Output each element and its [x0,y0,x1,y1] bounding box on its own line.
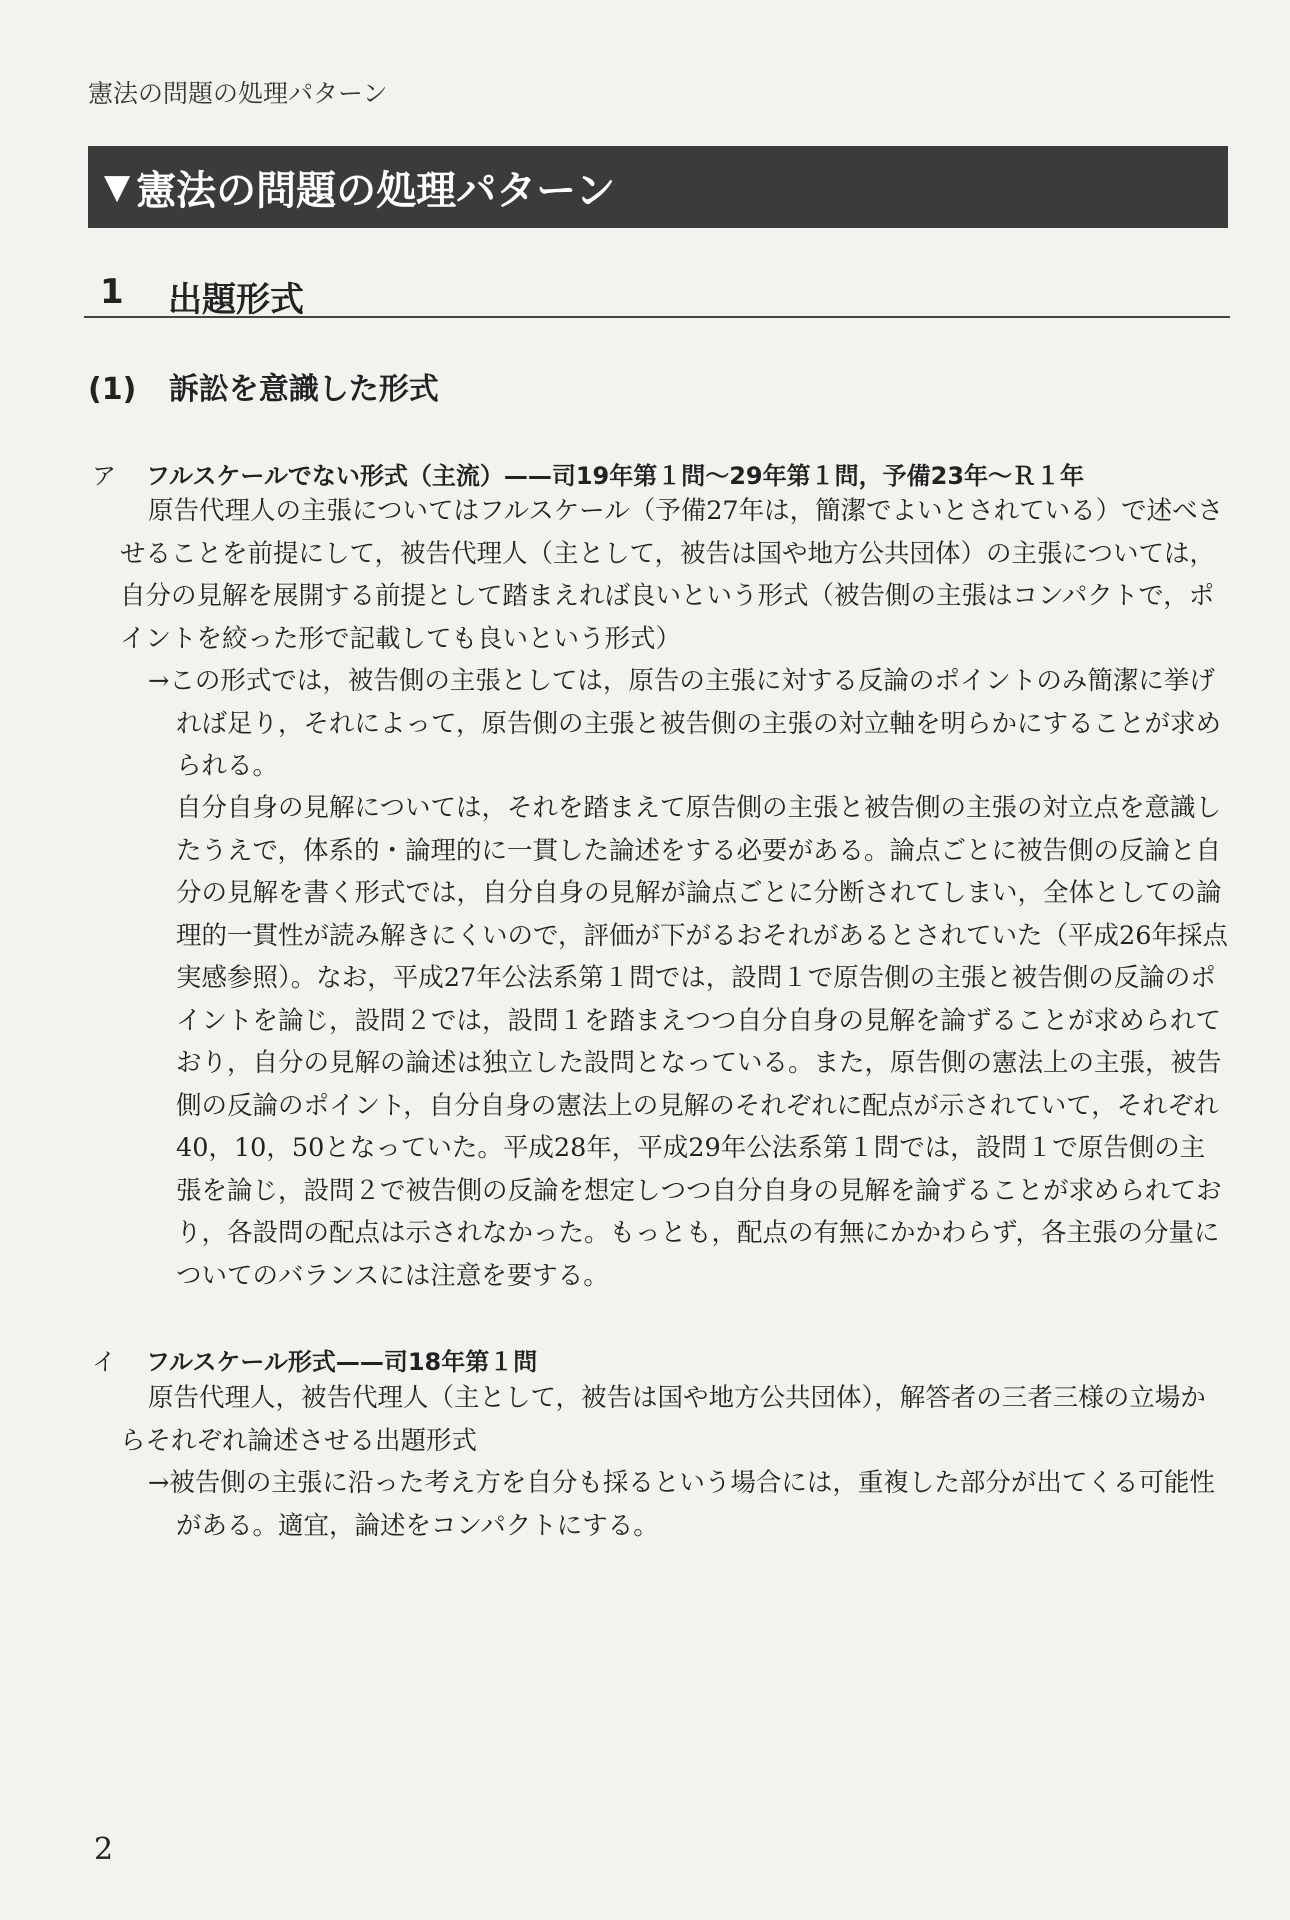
page-number: 2 [94,1832,114,1867]
item-title-i: フルスケール形式——司18年第１問 [146,1348,538,1376]
paragraph-i-1: 原告代理人，被告代理人（主として，被告は国や地方公共団体），解答者の三者三様の立場からそれぞれ論述させる出題形式 [120,1383,1206,1456]
running-header: 憲法の問題の処理パターン [88,79,388,108]
chapter-title: 憲法の問題の処理パターン [136,167,616,214]
paragraph-a-2: →この形式では，被告側の主張としては，原告の主張に対する反論のポイントのみ簡潔に挙げれば足り，それによって，原告側の主張と被告側の主張の対立軸を明らかにすることが求められる。 [148,666,1221,781]
section-heading [84,268,1230,318]
paragraph-a-3: 自分自身の見解については，それを踏まえて原告側の主張と被告側の主張の対立点を意識したうえで，体系的・論理的に一貫した論述をする必要がある。論点ごとに被告側の反論と自分の見解を書く形式では，自分自身の見解が論点ごとに分断されてしまい，全体としての論理的一貫性が読み解きにくいので，評価が下がるおそれがあるとされていた（平成26年採点実感参照）。なお，平成27年公法系第１問では，設問１で原告側の主張と被告側の反論のポイントを論じ，設問２では，設問１を踏まえつつ自分自身の見解を論ずることが求められており，自分の見解の論述は独立した設問となっている。また，原告側の憲法上の主張，被告側の反論のポイント，自分自身の憲法上の見解のそれぞれに配点が示されていて，それぞれ40，10，50となっていた。平成28年，平成29年公法系第１問では，設問１で原告側の主張を論じ，設問２で被告側の反論を想定しつつ自分自身の見解を論ずることが求められており，各設問の配点は示されなかった。もっとも，配点の有無にかかわらず，各主張の分量についてのバランスには注意を要する。 [176,793,1228,1291]
item-mark-a: ア [92,462,116,490]
item-heading-i [92,1342,537,1377]
subsection-title: 訴訟を意識した形式 [168,372,439,407]
subsection-number: (1) [88,372,137,407]
triangle-marker-icon: ▼ [104,167,131,207]
item-heading-a [92,456,1084,491]
subsection-heading [88,364,439,408]
item-title-a: フルスケールでない形式（主流）——司19年第１問～29年第１問，予備23年～Ｒ１年 [146,462,1085,490]
section-number: 1 [100,272,124,312]
item-mark-i: イ [92,1348,116,1376]
section-title: 出題形式 [168,280,304,320]
chapter-title-banner [88,146,1228,228]
paragraph-a-1: 原告代理人の主張についてはフルスケール（予備27年は，簡潔でよいとされている）で述べさせることを前提にして，被告代理人（主として，被告は国や地方公共団体）の主張については，自分の見解を展開する前提として踏まえれば良いという形式（被告側の主張はコンパクトで，ポイントを絞った形で記載しても良いという形式） [120,496,1224,654]
paragraph-i-2: →被告側の主張に沿った考え方を自分も採るという場合には，重複した部分が出てくる可能性がある。適宜，論述をコンパクトにする。 [148,1468,1215,1541]
